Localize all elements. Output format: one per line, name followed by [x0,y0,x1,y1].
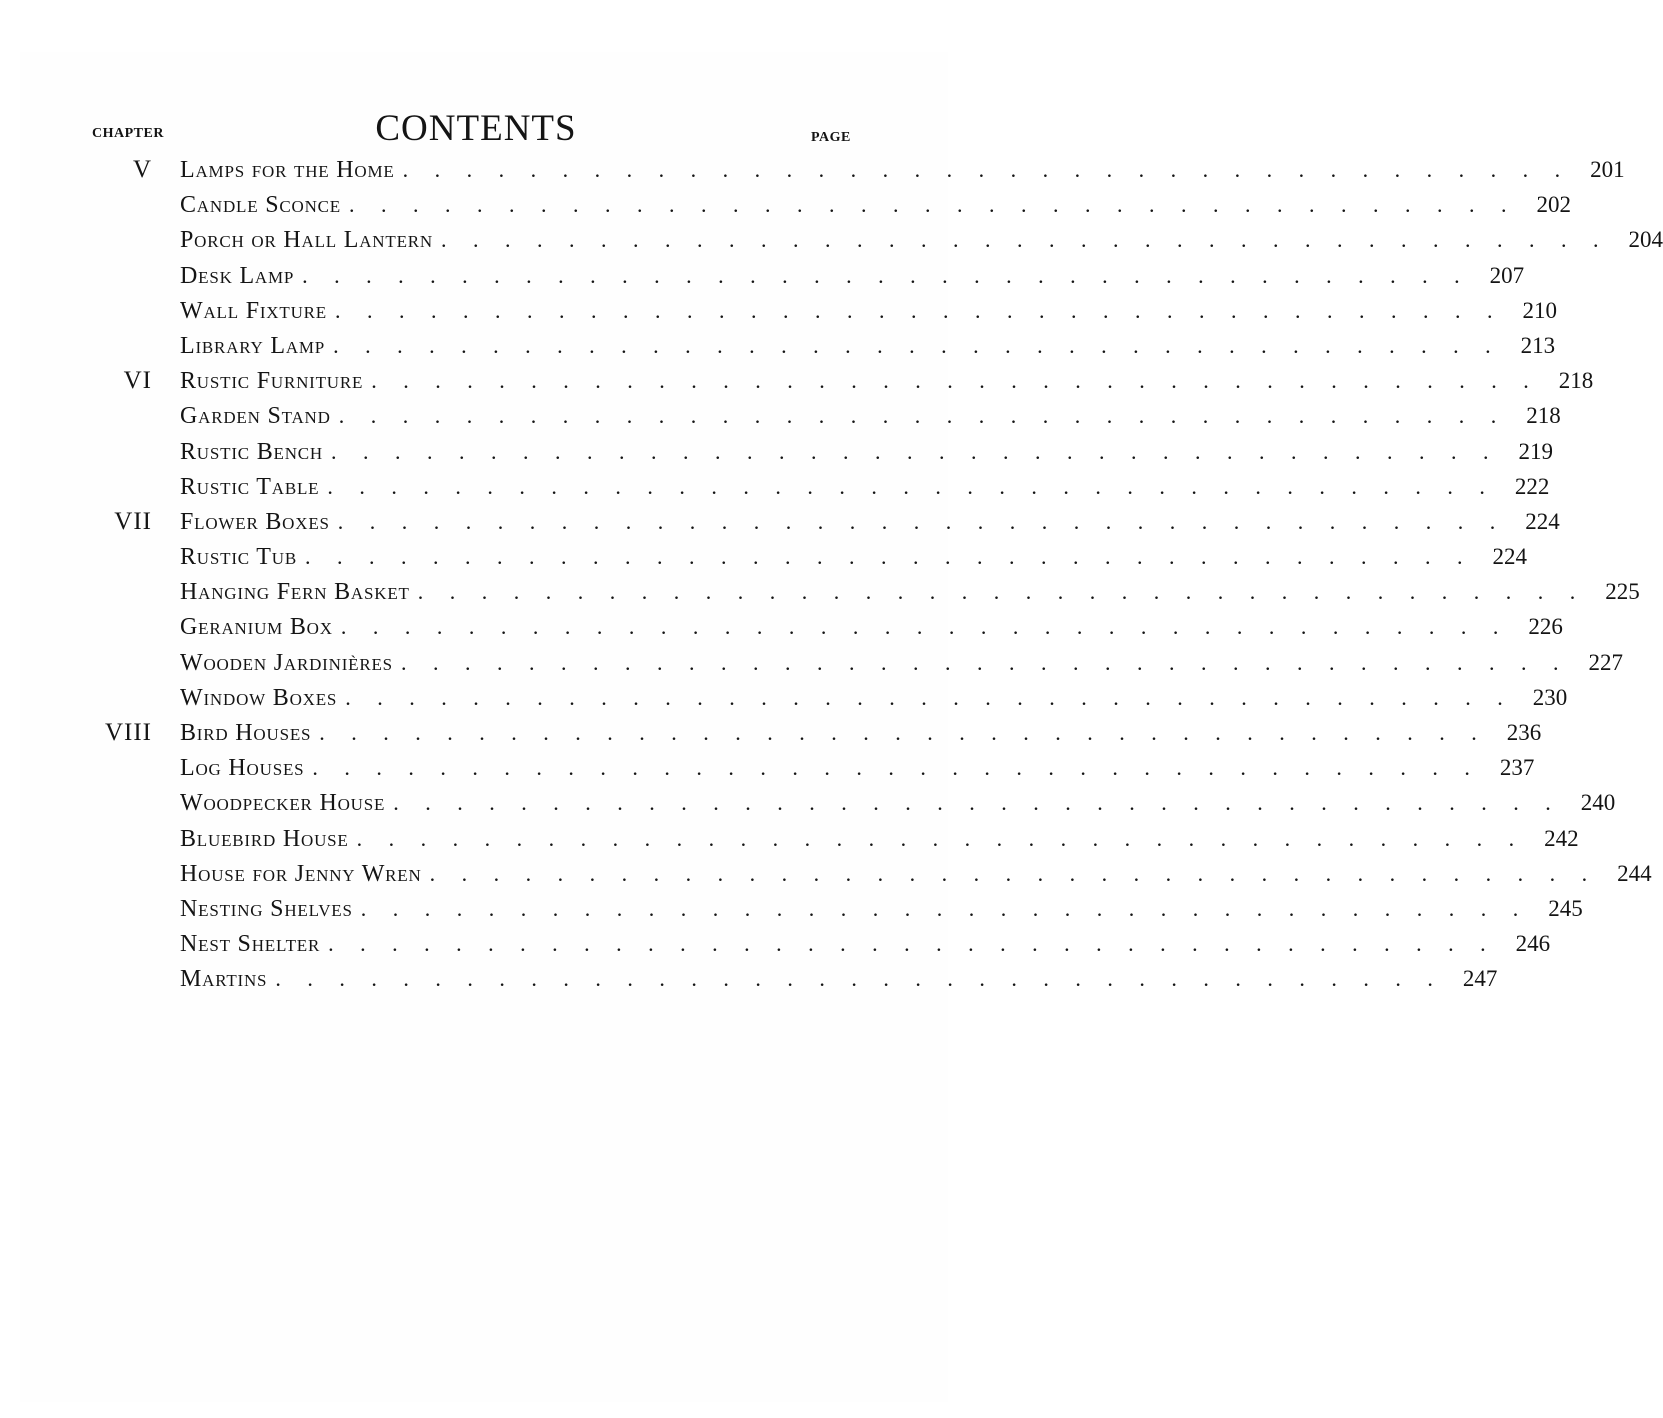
page-number: 219 [1518,438,1554,464]
toc-entry [0,609,1563,644]
entry-title: Candle Sconce [180,192,341,219]
page-number: 207 [1489,262,1525,288]
dot-leader: . . . . . . . . . . . . . . . . . . . . . . . . . . . . . . . . . . . . . [417,579,1586,605]
entry-title: Library Lamp [180,332,326,359]
page-number: 226 [1528,614,1563,640]
page-number: 202 [1536,192,1571,218]
dot-leader: . . . . . . . . . . . . . . . . . . . . . . . . . . . . . . . . . . . . . [327,473,1496,499]
toc-entry [0,398,1561,433]
dot-leader: . . . . . . . . . . . . . . . . . . . . . . . . . . . . . . . . . . . . . [356,825,1525,851]
page-number: 224 [1525,508,1560,534]
entry-title: Bird Houses [180,720,312,746]
toc-entry [0,152,1625,187]
toc-entry [0,926,1551,961]
toc-entry [0,469,1550,504]
dot-leader: . . . . . . . . . . . . . . . . . . . . . . . . . . . . . . . . . . . . . [331,438,1500,464]
dot-leader: . . . . . . . . . . . . . . . . . . . . . . . . . . . . . . . . . . . . . [340,614,1509,640]
chapter-number: V [132,156,152,183]
entry-title: Flower Boxes [180,508,330,535]
entry-title: Desk Lamp [180,262,295,289]
toc-entry [0,821,1579,856]
entry-title: Woodpecker House [180,790,386,817]
page-number: 218 [1526,403,1561,429]
dot-leader: . . . . . . . . . . . . . . . . . . . . . . . . . . . . . . . . . . . . . [319,720,1488,745]
dot-leader: . . . . . . . . . . . . . . . . . . . . . . . . . . . . . . . . . . . . . [312,755,1481,781]
page-number: 222 [1514,473,1550,499]
page-number: 240 [1580,790,1616,816]
page-number: 218 [1558,368,1594,394]
toc-entry [0,258,1525,293]
dot-leader: . . . . . . . . . . . . . . . . . . . . . . . . . . . . . . . . . . . . . [402,157,1571,182]
page-title: CONTENTS [375,107,577,149]
chapter-number: VI [123,367,152,395]
toc-entry [0,504,1560,539]
page-number: 201 [1590,157,1625,182]
entry-title: Nesting Shelves [180,895,353,922]
dot-leader: . . . . . . . . . . . . . . . . . . . . . . . . . . . . . . . . . . . . . [334,297,1503,323]
entry-title: Rustic Table [180,473,320,500]
toc-entry [0,891,1583,926]
dot-leader: . . . . . . . . . . . . . . . . . . . . . . . . . . . . . . . . . . . . . [440,227,1609,253]
toc-entry [0,961,1498,996]
dot-leader: . . . . . . . . . . . . . . . . . . . . . . . . . . . . . . . . . . . . . [333,332,1502,358]
toc-entry [0,539,1527,574]
entry-title: Lamps for the Home [180,157,395,183]
page-number: 237 [1499,755,1535,781]
toc-entry [0,680,1568,715]
chapter-number: VII [114,507,152,535]
dot-leader: . . . . . . . . . . . . . . . . . . . . . . . . . . . . . . . . . . . . . [302,262,1471,288]
entry-title: Window Boxes [180,684,338,711]
entry-title: Rustic Bench [180,438,324,465]
chapter-column-header: CHAPTER [92,126,164,141]
toc-entry [0,363,1594,398]
entry-title: Garden Stand [180,403,331,430]
page-number: 245 [1548,895,1583,921]
toc-entry [0,750,1535,785]
page-number: 230 [1532,684,1568,710]
dot-leader: . . . . . . . . . . . . . . . . . . . . . . . . . . . . . . . . . . . . . [429,860,1598,886]
chapter-number: VIII [104,719,152,746]
dot-leader: . . . . . . . . . . . . . . . . . . . . . . . . . . . . . . . . . . . . . [337,508,1506,534]
dot-leader: . . . . . . . . . . . . . . . . . . . . . . . . . . . . . . . . . . . . . [345,684,1514,710]
toc-entry [0,715,1542,750]
dot-leader: . . . . . . . . . . . . . . . . . . . . . . . . . . . . . . . . . . . . . [328,931,1497,957]
toc-entry [0,434,1554,469]
dot-leader: . . . . . . . . . . . . . . . . . . . . . . . . . . . . . . . . . . . . . [371,368,1540,394]
toc-entry [0,785,1616,820]
toc-entry [0,328,1556,363]
entry-title: Wooden Jardinières [180,649,393,676]
page-number: 210 [1522,297,1557,323]
toc-entry [0,645,1623,680]
page-number: 227 [1588,649,1623,675]
dot-leader: . . . . . . . . . . . . . . . . . . . . . . . . . . . . . . . . . . . . . [360,895,1529,921]
page-number: 225 [1605,579,1640,605]
table-of-contents [0,152,1663,997]
entry-title: Rustic Furniture [180,368,364,395]
toc-entry [0,856,1652,891]
entry-title: Wall Fixture [180,297,327,324]
dot-leader: . . . . . . . . . . . . . . . . . . . . . . . . . . . . . . . . . . . . . [393,790,1562,816]
toc-entry [0,222,1663,257]
page-number: 244 [1617,860,1652,886]
entry-title: Porch or Hall Lantern [180,227,433,254]
entry-title: Bluebird House [180,825,349,852]
page-number: 224 [1492,544,1527,570]
entry-title: Hanging Fern Basket [180,579,410,606]
page-number: 213 [1520,332,1556,358]
dot-leader: . . . . . . . . . . . . . . . . . . . . . . . . . . . . . . . . . . . . . [400,649,1569,675]
dot-leader: . . . . . . . . . . . . . . . . . . . . . . . . . . . . . . . . . . . . . [275,966,1444,992]
entry-title: Log Houses [180,755,305,782]
entry-title: Rustic Tub [180,544,297,571]
entry-title: Martins [180,966,268,993]
page-number: 242 [1544,825,1579,851]
dot-leader: . . . . . . . . . . . . . . . . . . . . . . . . . . . . . . . . . . . . . [304,544,1473,570]
dot-leader: . . . . . . . . . . . . . . . . . . . . . . . . . . . . . . . . . . . . . [338,403,1507,429]
toc-entry [0,574,1640,609]
entry-title: Nest Shelter [180,931,321,958]
dot-leader: . . . . . . . . . . . . . . . . . . . . . . . . . . . . . . . . . . . . . [348,192,1517,218]
page-column-header: PAGE [811,130,851,145]
toc-entry [0,187,1571,222]
entry-title: House for Jenny Wren [180,860,422,887]
toc-entry [0,293,1557,328]
page-number: 204 [1628,227,1663,253]
page-number: 247 [1462,966,1498,992]
page-number: 246 [1515,931,1551,957]
entry-title: Geranium Box [180,614,333,641]
page-number: 236 [1506,720,1542,745]
